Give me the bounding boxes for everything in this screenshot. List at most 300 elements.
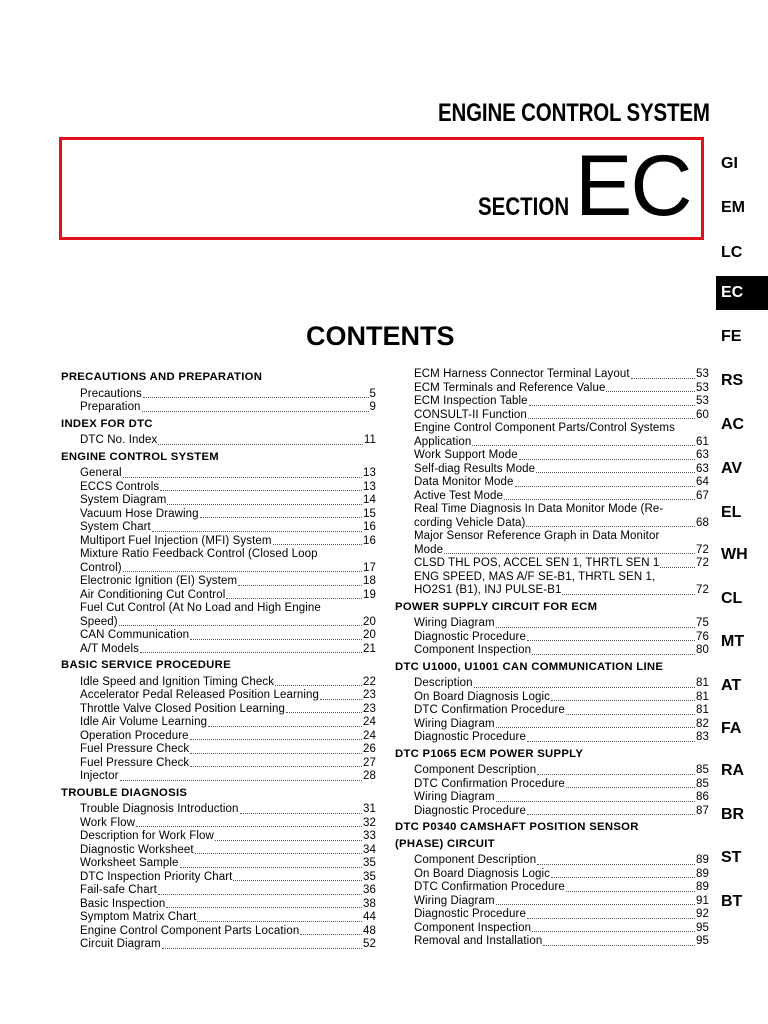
leader-dots: [532, 653, 695, 655]
toc-page-number: 36: [363, 884, 376, 896]
toc-entry-text: Engine Control Component Parts/Control Systems: [414, 422, 675, 434]
toc-entry[interactable]: [61, 757, 376, 771]
toc-entry-text: Throttle Valve Closed Position Learning: [80, 702, 286, 715]
leader-dots: [566, 786, 695, 788]
toc-entry[interactable]: [61, 817, 376, 831]
toc-entry-text: Major Sensor Reference Graph in Data Monitor: [414, 530, 660, 542]
toc-entry-text: Wiring Diagram: [414, 617, 495, 629]
leader-dots: [152, 530, 362, 532]
toc-entry-text: Active Test Mode: [414, 489, 503, 502]
leader-dots: [143, 396, 369, 398]
tab-fa[interactable]: FA: [721, 720, 742, 737]
toc-entry-text: General: [80, 467, 122, 479]
toc-entry-text: Electronic Ignition (EI) System: [80, 575, 238, 587]
toc-entry[interactable]: [395, 409, 709, 423]
leader-dots: [606, 390, 695, 392]
toc-entry-text: ENG SPEED, MAS A/F SE-B1, THRTL SEN 1,: [414, 570, 656, 583]
section-code: EC: [575, 138, 691, 234]
toc-page-number: 35: [363, 857, 376, 869]
toc-entry[interactable]: [395, 731, 709, 745]
toc-entry[interactable]: [395, 463, 709, 477]
toc-page-number: 81: [696, 690, 709, 703]
toc-entry-text: On Board Diagnosis Logic: [414, 867, 551, 880]
toc-right-column: [395, 368, 709, 949]
toc-entry[interactable]: [61, 703, 376, 717]
toc-entry[interactable]: [61, 589, 376, 603]
toc-entry-text: Application: [414, 435, 472, 448]
toc-entry-text: Diagnostic Procedure: [414, 804, 526, 817]
toc-page-number: 53: [696, 368, 709, 380]
leader-dots: [240, 812, 362, 814]
toc-page-number: 67: [696, 489, 709, 502]
leader-dots: [532, 930, 695, 932]
toc-entry[interactable]: [395, 868, 709, 882]
toc-entry-text: Speed): [80, 615, 118, 628]
toc-page-number: 23: [363, 702, 376, 715]
toc-entry-text: Wiring Diagram: [414, 791, 495, 803]
toc-page-number: 81: [696, 677, 709, 689]
toc-page-number: 72: [696, 557, 709, 569]
toc-entry[interactable]: [61, 884, 376, 898]
tab-ac[interactable]: AC: [721, 416, 745, 433]
toc-entry-text: Symptom Matrix Chart: [80, 911, 197, 923]
toc-entry-text: Component Inspection: [414, 921, 532, 934]
leader-dots: [123, 476, 362, 478]
leader-dots: [142, 410, 369, 412]
leader-dots: [275, 684, 362, 686]
leader-dots: [190, 638, 362, 640]
toc-entry-text: ECM Inspection Table: [414, 395, 528, 407]
toc-entry[interactable]: [61, 521, 376, 535]
toc-entry[interactable]: [61, 481, 376, 495]
toc-page-number: 34: [363, 843, 376, 856]
toc-entry-text: CONSULT-II Function: [414, 408, 527, 421]
toc-page-number: 26: [363, 743, 376, 755]
toc-page-number: 80: [696, 644, 709, 656]
toc-entry-text: Idle Speed and Ignition Timing Check: [80, 675, 275, 688]
toc-page-number: 20: [363, 629, 376, 641]
leader-dots: [543, 944, 695, 946]
leader-dots: [273, 543, 362, 545]
leader-dots: [526, 525, 695, 527]
toc-entry[interactable]: [61, 575, 376, 589]
toc-page-number: 9: [369, 401, 376, 413]
leader-dots: [226, 597, 362, 599]
toc-entry-text: CAN Communication: [80, 629, 190, 641]
toc-page-number: 83: [696, 731, 709, 743]
toc-page-number: 32: [363, 816, 376, 829]
toc-page-number: 85: [696, 777, 709, 790]
header-title: ENGINE CONTROL SYSTEM: [438, 99, 710, 127]
toc-entry-text: HO2S1 (B1), INJ PULSE-B1: [414, 584, 562, 596]
leader-dots: [496, 726, 695, 728]
toc-page-number: 95: [696, 921, 709, 934]
toc-page-number: 18: [363, 575, 376, 587]
toc-entry-text: DTC Inspection Priority Chart: [80, 870, 233, 883]
toc-entry[interactable]: [395, 895, 709, 909]
leader-dots: [119, 624, 362, 626]
toc-entry-text: Air Conditioning Cut Control: [80, 588, 226, 601]
toc-page-number: 68: [696, 516, 709, 529]
toc-entry[interactable]: [395, 557, 709, 571]
toc-page-number: 14: [363, 494, 376, 506]
toc-entry-text: Operation Procedure: [80, 729, 189, 742]
toc-entry-text: Work Flow: [80, 816, 135, 829]
leader-dots: [208, 725, 362, 727]
toc-entry[interactable]: [395, 922, 709, 936]
tab-br[interactable]: BR: [721, 806, 745, 823]
toc-entry-text: cording Vehicle Data): [414, 516, 526, 529]
toc-entry-text: Diagnostic Procedure: [414, 731, 526, 743]
leader-dots: [660, 566, 695, 568]
toc-entry[interactable]: [395, 881, 709, 895]
toc-entry[interactable]: [395, 490, 709, 504]
toc-page-number: 16: [363, 534, 376, 547]
toc-page-number: 53: [696, 395, 709, 407]
toc-entry[interactable]: [61, 743, 376, 757]
tab-gi[interactable]: GI: [721, 155, 738, 172]
toc-entry-text: DTC Confirmation Procedure: [414, 881, 565, 893]
toc-entry-text: Trouble Diagnosis Introduction: [80, 803, 239, 815]
toc-entry-text: System Diagram: [80, 494, 167, 506]
leader-dots: [120, 779, 362, 781]
toc-heading: (PHASE) CIRCUIT: [395, 837, 495, 850]
toc-page-number: 35: [363, 870, 376, 883]
leader-dots: [200, 516, 362, 518]
toc-entry-text: Description for Work Flow: [80, 830, 214, 842]
leader-dots: [140, 651, 362, 653]
toc-entry-text: Idle Air Volume Learning: [80, 716, 208, 728]
toc-entry-text: Basic Inspection: [80, 897, 166, 910]
toc-entry-text: Fuel Pressure Check: [80, 743, 190, 755]
toc-page-number: 23: [363, 689, 376, 701]
tab-st[interactable]: ST: [721, 849, 742, 866]
toc-page-number: 33: [363, 830, 376, 842]
toc-page-number: 16: [363, 521, 376, 533]
leader-dots: [515, 485, 696, 487]
leader-dots: [537, 863, 695, 865]
toc-entry[interactable]: [61, 730, 376, 744]
toc-entry-text: Accelerator Pedal Released Position Learning: [80, 689, 320, 701]
toc-heading: INDEX FOR DTC: [61, 417, 153, 430]
toc-page-number: 44: [363, 911, 376, 923]
tab-av[interactable]: AV: [721, 460, 743, 477]
toc-entry-text: Multiport Fuel Injection (MFI) System: [80, 534, 272, 547]
toc-heading: POWER SUPPLY CIRCUIT FOR ECM: [395, 600, 598, 613]
leader-dots: [562, 593, 695, 595]
leader-dots: [536, 471, 695, 473]
leader-dots: [529, 404, 695, 406]
toc-entry-text: Component Inspection: [414, 644, 532, 656]
toc-entry[interactable]: [61, 467, 376, 481]
toc-page-number: 5: [369, 387, 376, 400]
toc-page-number: 17: [363, 561, 376, 574]
toc-heading: PRECAUTIONS AND PREPARATION: [61, 371, 263, 383]
toc-heading: DTC U1000, U1001 CAN COMMUNICATION LINE: [395, 660, 664, 673]
toc-entry-text: Injector: [80, 770, 119, 782]
toc-entry[interactable]: [395, 677, 709, 691]
leader-dots: [286, 711, 362, 713]
toc-entry[interactable]: [61, 871, 376, 885]
toc-page-number: 91: [696, 894, 709, 907]
leader-dots: [238, 584, 362, 586]
toc-entry[interactable]: [61, 770, 376, 784]
leader-dots: [631, 377, 695, 379]
leader-dots: [551, 699, 695, 701]
toc-entry-text: Circuit Diagram: [80, 938, 161, 950]
toc-entry-text: DTC Confirmation Procedure: [414, 704, 565, 716]
toc-entry[interactable]: [61, 898, 376, 912]
toc-entry[interactable]: [395, 704, 709, 718]
contents-title: CONTENTS: [306, 321, 455, 351]
toc-entry-text: Diagnostic Procedure: [414, 908, 526, 920]
leader-dots: [527, 813, 695, 815]
toc-entry[interactable]: [395, 908, 709, 922]
leader-dots: [195, 852, 362, 854]
toc-entry[interactable]: [395, 395, 709, 409]
toc-entry[interactable]: [61, 401, 376, 415]
toc-page-number: 52: [363, 938, 376, 950]
toc-entry[interactable]: [61, 562, 376, 576]
toc-heading: TROUBLE DIAGNOSIS: [61, 786, 188, 799]
toc-entry[interactable]: [395, 517, 709, 531]
leader-dots: [215, 839, 362, 841]
leader-dots: [528, 417, 695, 419]
toc-entry-text: DTC No. Index: [80, 434, 158, 446]
toc-page-number: 24: [363, 716, 376, 728]
toc-entry[interactable]: [395, 544, 709, 558]
toc-page-number: 82: [696, 717, 709, 730]
tab-em[interactable]: EM: [721, 199, 745, 216]
leader-dots: [496, 800, 695, 802]
toc-entry[interactable]: [61, 616, 376, 630]
toc-entry[interactable]: [61, 716, 376, 730]
toc-entry-text: Diagnostic Worksheet: [80, 843, 194, 856]
toc-entry-text: Wiring Diagram: [414, 717, 495, 730]
toc-entry[interactable]: [395, 718, 709, 732]
toc-entry-text: Diagnostic Procedure: [414, 630, 526, 643]
toc-entry[interactable]: [395, 935, 709, 949]
toc-entry[interactable]: [395, 382, 709, 396]
tab-rs[interactable]: RS: [721, 372, 744, 389]
toc-page-number: 87: [696, 804, 709, 817]
toc-entry-text: ECM Harness Connector Terminal Layout: [414, 368, 630, 380]
toc-entry-text: Precautions: [80, 387, 142, 400]
leader-dots: [136, 825, 362, 827]
toc-entry[interactable]: [61, 689, 376, 703]
toc-page-number: 24: [363, 729, 376, 742]
toc-entry[interactable]: [395, 791, 709, 805]
toc-page-number: 89: [696, 854, 709, 866]
toc-page-number: 95: [696, 935, 709, 947]
tab-el[interactable]: EL: [721, 504, 742, 521]
leader-dots: [504, 498, 695, 500]
toc-page-number: 72: [696, 584, 709, 596]
toc-entry-text: Self-diag Results Mode: [414, 462, 536, 475]
leader-dots: [166, 906, 362, 908]
toc-entry-text: Mixture Ratio Feedback Control (Closed Loop: [80, 548, 318, 560]
leader-dots: [190, 765, 362, 767]
toc-page-number: 85: [696, 764, 709, 776]
toc-page-number: 21: [363, 642, 376, 655]
toc-entry-text: Vacuum Hose Drawing: [80, 507, 199, 520]
toc-entry[interactable]: [61, 508, 376, 522]
toc-entry-text: Removal and Installation: [414, 935, 543, 947]
toc-entry-text: Fuel Cut Control (At No Load and High Engine: [80, 602, 321, 614]
leader-dots: [190, 738, 362, 740]
toc-entry-text: Data Monitor Mode: [414, 476, 514, 488]
toc-entry[interactable]: [395, 449, 709, 463]
toc-entry[interactable]: [395, 368, 709, 382]
leader-dots: [527, 740, 695, 742]
toc-entry-text: DTC Confirmation Procedure: [414, 777, 565, 790]
toc-entry-text: Mode: [414, 543, 444, 556]
leader-dots: [162, 947, 362, 949]
tab-at[interactable]: AT: [721, 677, 742, 694]
toc-page-number: 27: [363, 756, 376, 769]
leader-dots: [190, 752, 362, 754]
toc-entry-text: Wiring Diagram: [414, 894, 495, 907]
leader-dots: [472, 444, 695, 446]
leader-dots: [233, 879, 362, 881]
toc-left-column: [61, 368, 376, 952]
toc-entry[interactable]: [395, 644, 709, 658]
toc-entry-text: Description: [414, 677, 473, 689]
leader-dots: [158, 893, 362, 895]
toc-entry-text: Component Description: [414, 764, 537, 776]
toc-entry-text: Worksheet Sample: [80, 857, 179, 869]
toc-entry[interactable]: [395, 691, 709, 705]
toc-page-number: 48: [363, 924, 376, 937]
toc-entry[interactable]: [61, 925, 376, 939]
toc-entry[interactable]: [61, 643, 376, 657]
toc-entry[interactable]: [61, 844, 376, 858]
toc-entry-text: Component Description: [414, 854, 537, 866]
leader-dots: [300, 933, 362, 935]
leader-dots: [527, 917, 695, 919]
toc-page-number: 81: [696, 704, 709, 716]
toc-heading: DTC P0340 CAMSHAFT POSITION SENSOR: [395, 821, 639, 833]
leader-dots: [160, 489, 362, 491]
toc-entry-text: Fuel Pressure Check: [80, 756, 190, 769]
toc-entry-text: Real Time Diagnosis In Data Monitor Mode (Re-: [414, 503, 664, 515]
leader-dots: [551, 876, 695, 878]
toc-entry[interactable]: [395, 764, 709, 778]
tab-lc[interactable]: LC: [721, 244, 743, 261]
toc-page-number: 22: [363, 675, 376, 688]
tab-wh[interactable]: WH: [721, 546, 748, 563]
toc-entry[interactable]: [395, 778, 709, 792]
toc-entry[interactable]: [61, 830, 376, 844]
toc-page-number: 89: [696, 881, 709, 893]
toc-entry[interactable]: [61, 434, 376, 448]
toc-entry[interactable]: [61, 535, 376, 549]
leader-dots: [158, 443, 363, 445]
leader-dots: [180, 866, 362, 868]
toc-entry[interactable]: [395, 436, 709, 450]
toc-page-number: 53: [696, 381, 709, 394]
toc-entry-text: CLSD THL POS, ACCEL SEN 1, THRTL SEN 1: [414, 557, 660, 569]
toc-page-number: 19: [363, 588, 376, 601]
toc-page-number: 89: [696, 867, 709, 880]
toc-page-number: 11: [363, 434, 376, 446]
toc-page-number: 63: [696, 462, 709, 475]
tab-ra[interactable]: RA: [721, 762, 745, 779]
toc-page-number: 31: [363, 803, 376, 815]
toc-page-number: 28: [363, 770, 376, 782]
toc-entry-text: System Chart: [80, 521, 151, 533]
leader-dots: [444, 552, 695, 554]
toc-entry[interactable]: [395, 805, 709, 819]
toc-entry-text: ECM Terminals and Reference Value: [414, 381, 606, 394]
toc-page-number: 86: [696, 791, 709, 803]
toc-entry[interactable]: [61, 388, 376, 402]
toc-heading: ENGINE CONTROL SYSTEM: [61, 450, 219, 463]
toc-page-number: 13: [363, 467, 376, 479]
toc-page-number: 72: [696, 543, 709, 556]
toc-entry-text: ECCS Controls: [80, 480, 160, 493]
toc-page-number: 20: [363, 615, 376, 628]
toc-page-number: 61: [696, 435, 709, 448]
leader-dots: [167, 503, 362, 505]
leader-dots: [527, 639, 695, 641]
tab-ec[interactable]: EC: [716, 276, 768, 310]
leader-dots: [496, 903, 695, 905]
tab-cl[interactable]: CL: [721, 590, 743, 607]
toc-entry-text: On Board Diagnosis Logic: [414, 690, 551, 703]
toc-entry[interactable]: [61, 857, 376, 871]
tab-fe[interactable]: FE: [721, 328, 742, 345]
section-word: SECTION: [478, 193, 570, 221]
toc-entry[interactable]: [61, 494, 376, 508]
toc-entry[interactable]: [61, 676, 376, 690]
toc-page-number: 76: [696, 630, 709, 643]
toc-entry[interactable]: [61, 938, 376, 952]
toc-page-number: 92: [696, 908, 709, 920]
toc-page-number: 15: [363, 507, 376, 520]
toc-heading: BASIC SERVICE PROCEDURE: [61, 659, 231, 671]
toc-entry[interactable]: [395, 631, 709, 645]
tab-bt[interactable]: BT: [721, 893, 743, 910]
toc-entry[interactable]: [395, 854, 709, 868]
toc-entry[interactable]: [61, 803, 376, 817]
toc-heading: DTC P1065 ECM POWER SUPPLY: [395, 747, 584, 760]
toc-entry[interactable]: [395, 584, 709, 598]
leader-dots: [197, 920, 362, 922]
toc-page-number: 64: [696, 476, 709, 488]
toc-entry-text: Engine Control Component Parts Location: [80, 924, 300, 937]
toc-entry[interactable]: [61, 629, 376, 643]
leader-dots: [320, 698, 362, 700]
tab-mt[interactable]: MT: [721, 633, 745, 650]
toc-entry-text: Preparation: [80, 401, 141, 413]
leader-dots: [123, 570, 362, 572]
toc-entry-text: Fail-safe Chart: [80, 884, 157, 896]
toc-entry[interactable]: [395, 617, 709, 631]
toc-entry-text: Work Support Mode: [414, 449, 518, 461]
toc-entry[interactable]: [61, 911, 376, 925]
leader-dots: [537, 773, 695, 775]
toc-entry[interactable]: [395, 476, 709, 490]
leader-dots: [566, 713, 695, 715]
leader-dots: [519, 458, 695, 460]
toc-entry-text: Control): [80, 561, 122, 574]
toc-page-number: 63: [696, 449, 709, 461]
leader-dots: [474, 686, 695, 688]
toc-entry-text: A/T Models: [80, 642, 139, 655]
toc-page-number: 75: [696, 617, 709, 629]
leader-dots: [496, 626, 695, 628]
